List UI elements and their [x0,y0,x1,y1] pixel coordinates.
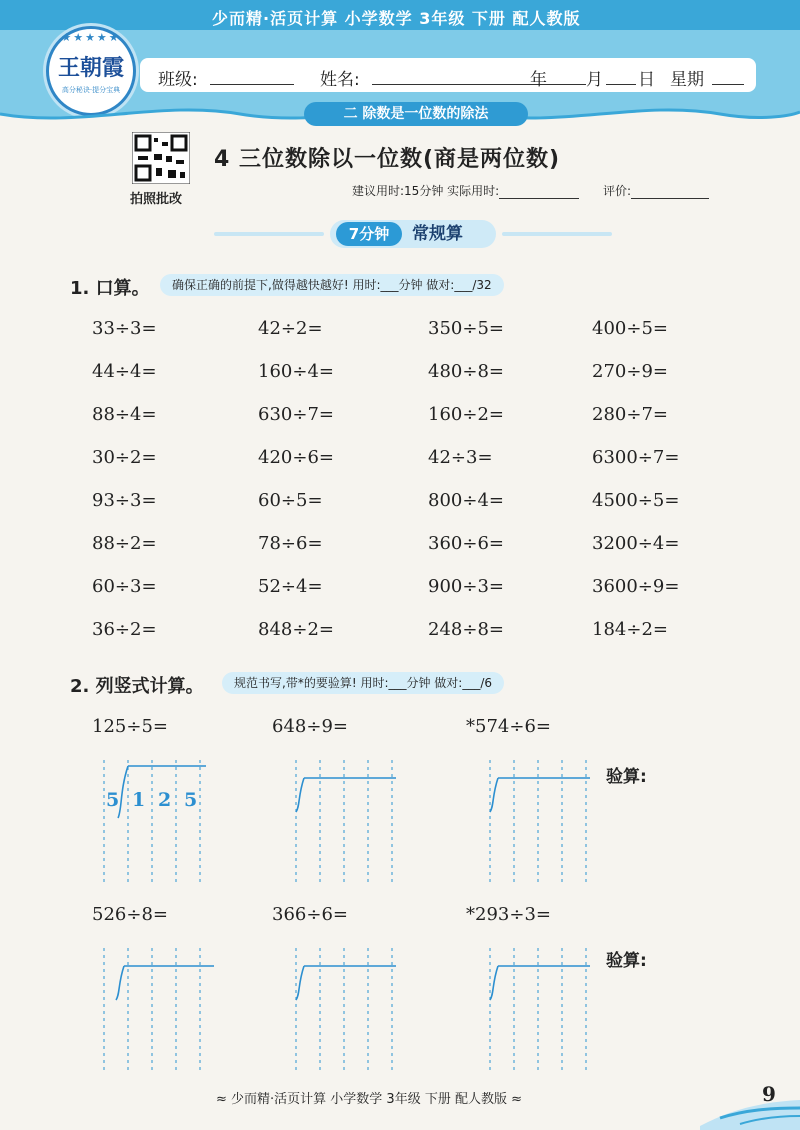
q1-tip: 确保正确的前提下,做得越快越好! 用时:___分钟 做对:___/32 [160,274,504,296]
oral-calc-item: 360÷6= [428,533,504,554]
example-divisor: 5 [106,789,120,811]
oral-calc-item: 88÷2= [92,533,157,554]
long-division-problem: 526÷8= [92,904,168,925]
day-label: 日 [638,70,655,90]
page-number: 9 [762,1082,776,1106]
oral-calc-item: 52÷4= [258,576,323,597]
oral-calc-item: 44÷4= [92,361,157,382]
qr-caption: 拍照批改 [130,192,183,207]
name-label: 姓名: [320,70,360,90]
logo-stars: ★★★★★ [61,31,121,44]
q2-tip: 规范书写,带*的要验算! 用时:___分钟 做对:___/6 [222,672,504,694]
oral-calc-item: 60÷5= [258,490,323,511]
lesson-title: 4 三位数除以一位数(商是两位数) [214,147,561,172]
month-label: 月 [586,70,603,90]
timing-text: 建议用时:15分钟 实际用时: [352,184,500,198]
oral-calc-item: 400÷5= [592,318,668,339]
weekday-label: 星期 [670,70,704,90]
oral-calc-item: 184÷2= [592,619,668,640]
long-division-problem: 125÷5= [92,716,168,737]
oral-calc-item: 3200÷4= [592,533,680,554]
footer-series: ≈ 少而精·活页计算 小学数学 3年级 下册 配人教版 ≈ [216,1092,522,1107]
long-division-problem: *293÷3= [466,904,551,925]
oral-calc-item: 42÷3= [428,447,493,468]
oral-calc-item: 630÷7= [258,404,334,425]
oral-calc-item: 78÷6= [258,533,323,554]
example-dividend-digit: 2 [158,789,172,811]
q1-heading: 1. 口算。 [70,278,150,299]
oral-calc-item: 6300÷7= [592,447,680,468]
oral-calc-item: 848÷2= [258,619,334,640]
oral-calc-item: 88÷4= [92,404,157,425]
logo-subtitle: 高分秘诀·提分宝典 [61,86,121,94]
oral-calc-item: 480÷8= [428,361,504,382]
check-label: 验算: [606,767,647,787]
oral-calc-item: 4500÷5= [592,490,680,511]
series-title: 少而精·活页计算 小学数学 3年级 下册 配人教版 [212,9,581,28]
oral-calc-item: 270÷9= [592,361,668,382]
oral-calc-item: 30÷2= [92,447,157,468]
logo-text: 王朝霞 [57,55,124,81]
rating-label: 评价: [603,184,632,198]
oral-calc-item: 420÷6= [258,447,334,468]
oral-calc-item: 248÷8= [428,619,504,640]
oral-calc-item: 93÷3= [92,490,157,511]
long-division-problem: 366÷6= [272,904,348,925]
long-division-problem: *574÷6= [466,716,551,737]
oral-calc-item: 900÷3= [428,576,504,597]
example-dividend-digit: 5 [184,789,198,811]
oral-calc-item: 280÷7= [592,404,668,425]
year-label: 年 [530,70,547,90]
banner-minutes: 7分钟 [336,222,402,246]
oral-calc-item: 60÷3= [92,576,157,597]
oral-calc-item: 160÷2= [428,404,504,425]
section-label: 二 除数是一位数的除法 [304,102,528,126]
oral-calc-item: 350÷5= [428,318,504,339]
oral-calc-item: 36÷2= [92,619,157,640]
example-dividend-digit: 1 [132,789,146,811]
banner-label: 常规算 [412,224,463,244]
oral-calc-item: 3600÷9= [592,576,680,597]
oral-calc-item: 800÷4= [428,490,504,511]
oral-calc-item: 42÷2= [258,318,323,339]
check-label: 验算: [606,951,647,971]
q2-heading: 2. 列竖式计算。 [70,676,204,697]
oral-calc-item: 33÷3= [92,318,157,339]
long-division-problem: 648÷9= [272,716,348,737]
class-label: 班级: [158,70,198,90]
oral-calc-item: 160÷4= [258,361,334,382]
